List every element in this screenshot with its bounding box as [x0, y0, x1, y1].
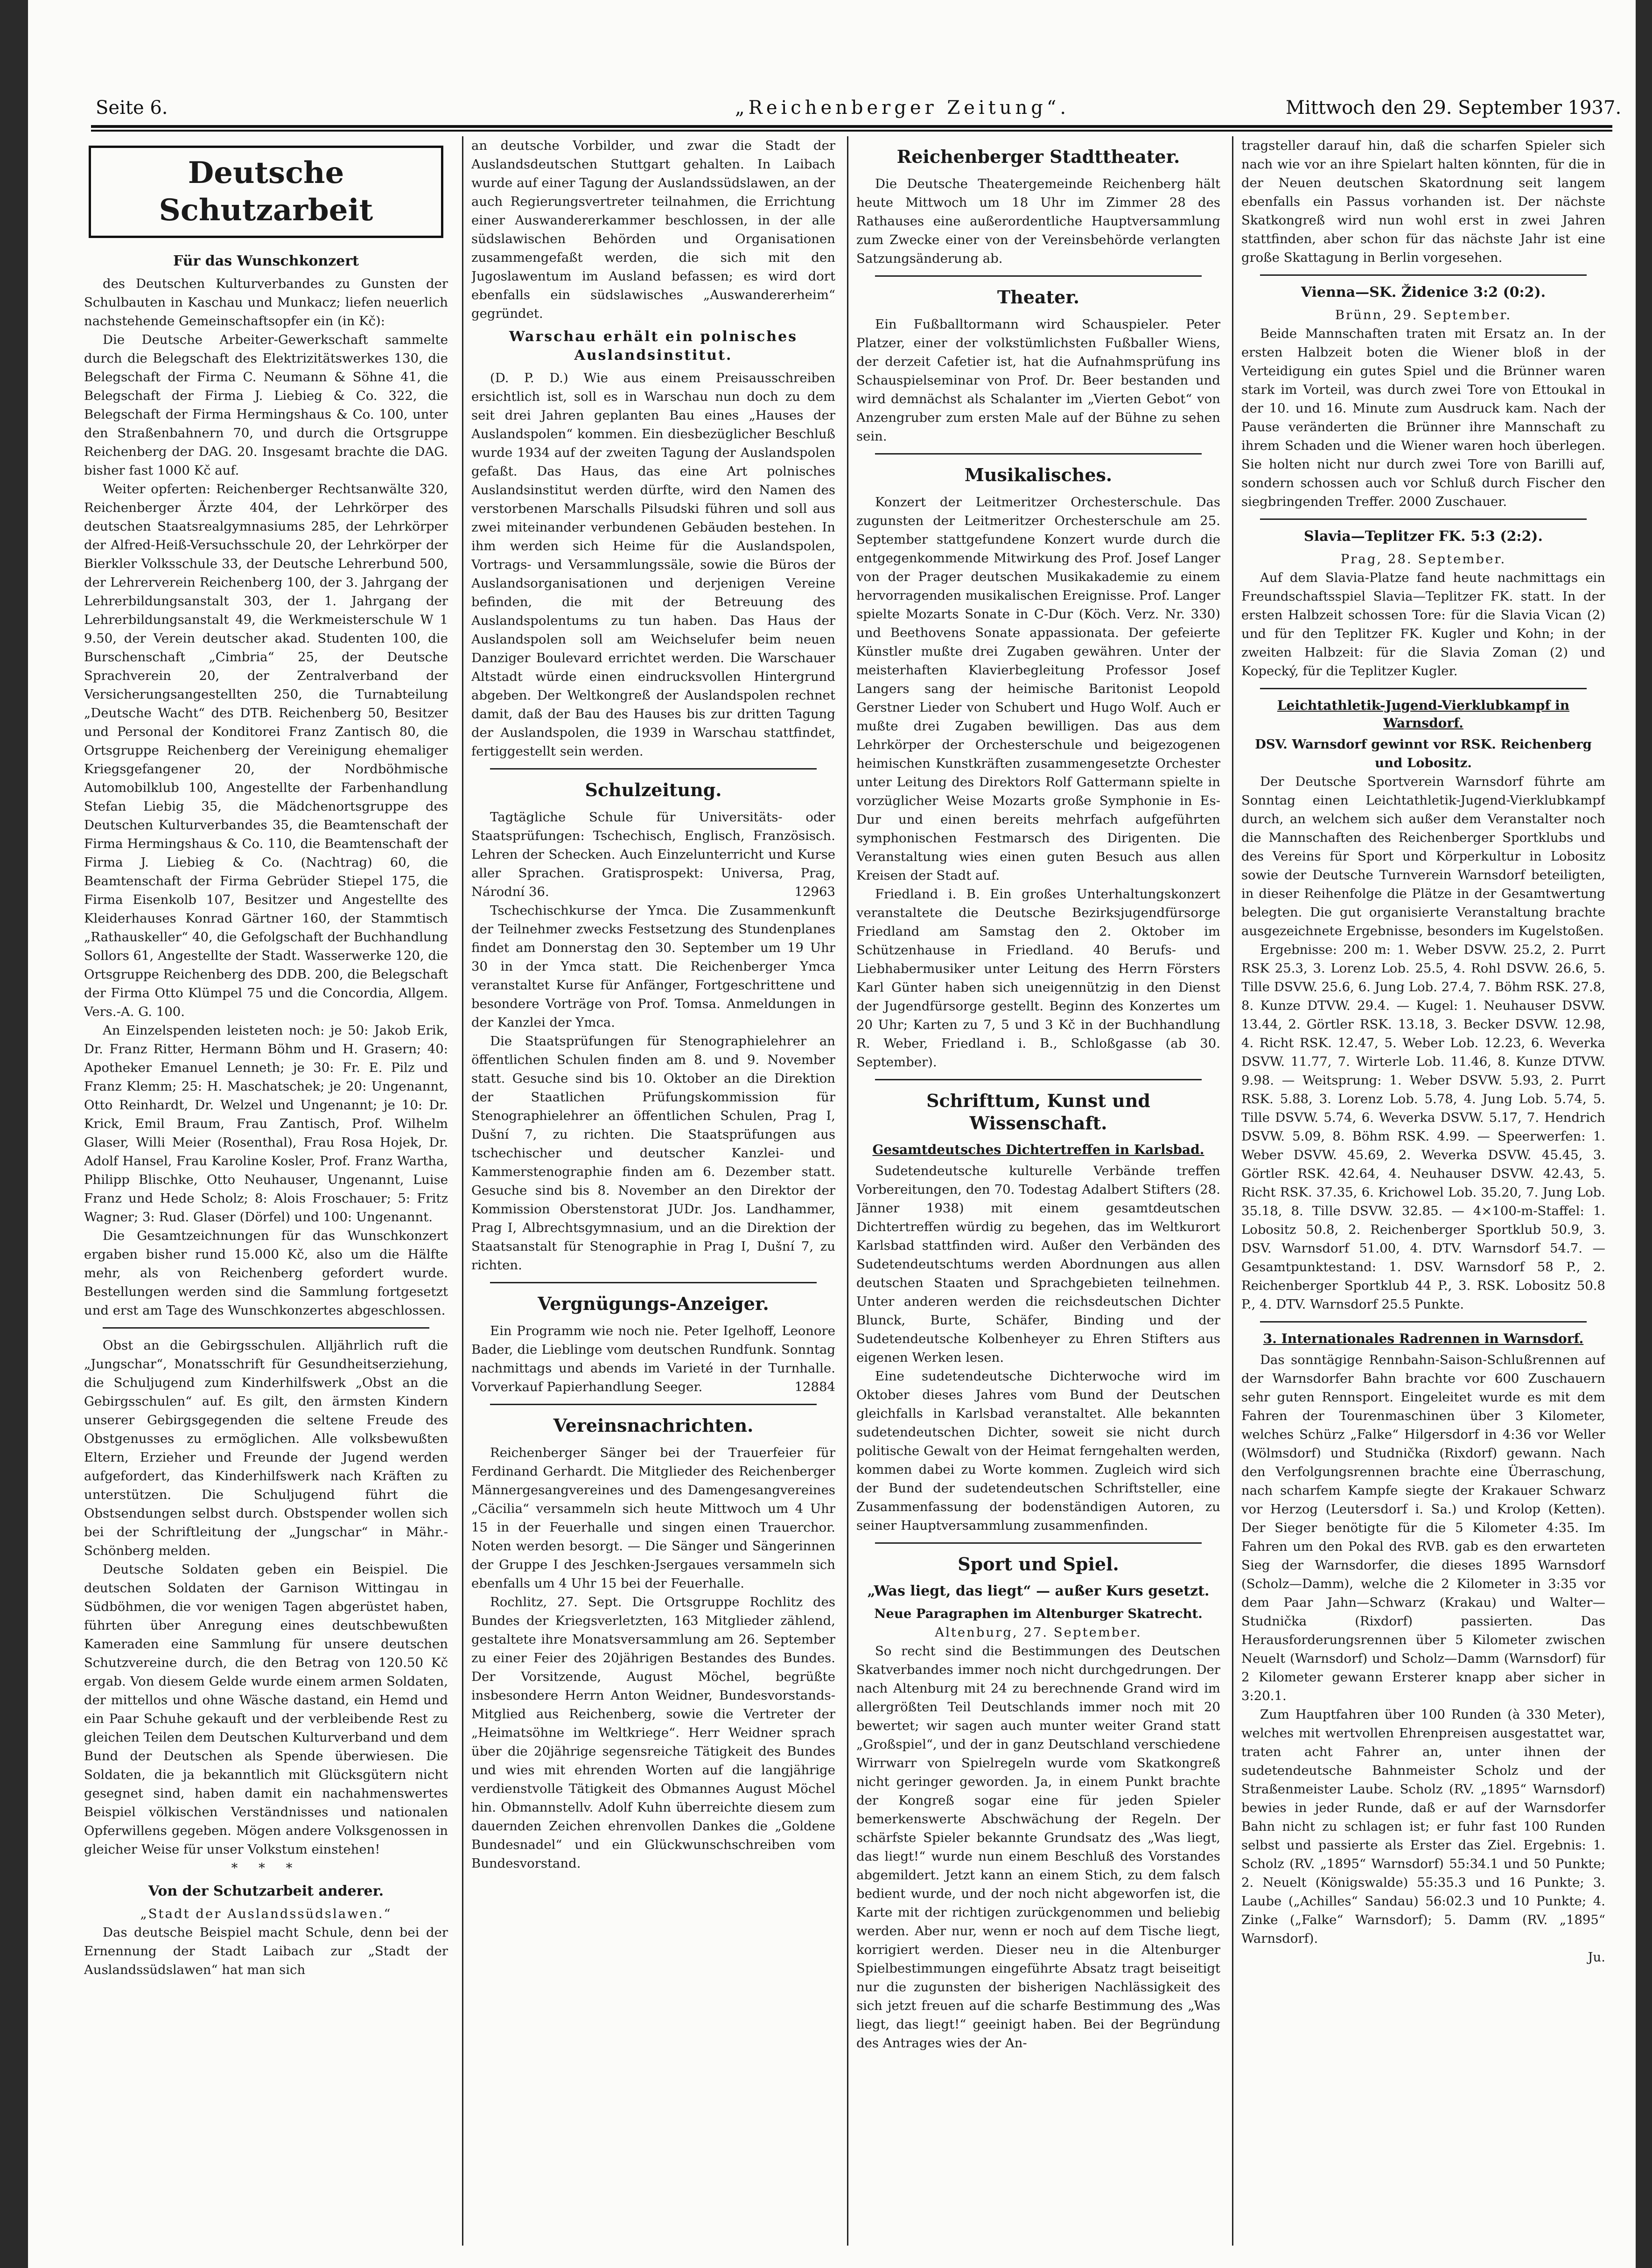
divider: [875, 1079, 1202, 1080]
divider: [1260, 688, 1587, 689]
paragraph: Das sonntägige Rennbahn-Saison-Schlußrennen auf der Warnsdorfer Bahn brachte vor 600 Zuschauern sehr guten Rennsport. Eingeleitet wurde es mit dem Fahren der Tourenmaschinen über 3 Kilometer, welches Schürz „Falke“ Hilgersdorf in 4:36 vor Weller (Wölmsdorf) und Studnička (Rixdorf) gewann. Nach den Verfolgungsrennen brachte eine Überraschung, nach scharfem Kampfe siegte der Krakauer Schwarz vor Herzog (Leutersdorf i. Sa.) und Krolop (Ketten). Der Sieger benötigte für die 5 Kilometer 4:35. Im Fahren um den Pokal des RVB. gab es den erwarteten Sieg der Warnsdorfer, die dieses 1895 Warnsdorf (Scholz—Damm), welche die 2 Kilometer in 3:35 vor dem Paar Jahn—Schwarz (Krakau) und Walter—Studnička (Rixdorf) passierten. Das Herausforderungsrennen über 5 Kilometer zwischen Neuelt (Warnsdorf) und Scholz—Damm (Warnsdorf) für 2 Kilometer gewann Ersterer knapp aber sicher in 3:20.1.: [1241, 1352, 1605, 1703]
paragraph: Die Deutsche Arbeiter-Gewerkschaft sammelte durch die Belegschaft des Elektrizitätswerkes 130, die Belegschaft der Firma C. Neumann & Söhne 41, die Belegschaft der Firma J. Liebieg & Co. 322, die Belegschaft der Firma Hermingshaus & Co. 100, unter den Straßenbahnern 70, und durch die Ortsgruppe Reichenberg der DAG. 20. Insgesamt brachte die DAG. bisher fast 1000 Kč auf.: [84, 332, 448, 478]
paragraph: Ein Fußballtormann wird Schauspieler. Peter Platzer, einer der volkstümlichsten Fußballer Wiens, der derzeit Cafetier ist, hat die Aufnahmsprüfung ins Schauspielseminar von Prof. Dr. Beer bestanden und wird demnächst als Schalanter im „Vierten Gebot“ von Anzengruber zum ersten Male auf der Bühne zu sehen sein.: [856, 317, 1220, 444]
ad-number: 12963: [794, 884, 835, 899]
paragraph: Tschechischkurse der Ymca. Die Zusammenkunft der Teilnehmer zwecks Festsetzung des Stundenplanes findet am Donnerstag den 30. September um 19 Uhr 30 in der Ymca statt. Die Reichenberger Ymca veranstaltet Kurse für Anfänger, Fortgeschrittene und besondere Vorträge von Prof. Tomsa. Anmeldungen in der Kanzlei der Ymca.: [471, 903, 835, 1030]
subheading-leichtathletik: DSV. Warnsdorf gewinnt vor RSK. Reichenberg und Lobositz.: [1255, 737, 1592, 770]
page-header: [91, 93, 1622, 121]
paragraph: Zum Hauptfahren über 100 Runden (à 330 Meter), welches mit wertvollen Ehrenpreisen ausgestattet war, traten acht Fahrer an, unter ihnen der sudetendeutsche Bahnmeister Scholz und der Straßenmeister Laube. Scholz (RV. „1895“ Warnsdorf) bewies in jeder Runde, daß er auf der Warnsdorfer Bahn nicht zu schlagen ist; er fuhr fast 100 Runden selbst und passierte als Erster das Ziel. Ergebnis: 1. Scholz (RV. „1895“ Warnsdorf) 55:34.1 und 50 Punkte; 2. Neuelt (Königswalde) 55:35.3 und 16 Punkte; 3. Laube („Achilles“ Sandau) 56:02.3 und 10 Punkte; 4. Zinke („Falke“ Warnsdorf); 5. Damm (RV. „1895“ Warnsdorf).: [1241, 1707, 1605, 1946]
paragraph: Reichenberger Sänger bei der Trauerfeier für Ferdinand Gerhardt. Die Mitglieder des Reichenberger Männergesangvereines und des Damengesangvereines „Cäcilia“ versammeln sich heute Mittwoch um 4 Uhr 15 in der Feuerhalle und singen einen Trauerchor. Noten werden besorgt. — Die Sänger und Sängerinnen der Gruppe I des Jeschken-Jsergaues versammeln sich ebenfalls um 4 Uhr 15 bei der Feuerhalle.: [471, 1445, 835, 1591]
paragraph: [471, 808, 835, 901]
divider: [875, 275, 1202, 277]
paragraph: (D. P. D.) Wie aus einem Preisausschreiben ersichtlich ist, soll es in Warschau nun doch zu dem seit drei Jahren geplanten Bau eines „Hauses der Auslandspolen“ kommen. Ein diesbezüglicher Beschluß wurde 1934 auf der zweiten Tagung der Auslandspolen gefaßt. Das Haus, das eine Art polnisches Auslandsinstitut werden dürfte, wird den Namen des verstorbenen Marschalls Pilsudski führen und soll aus zwei miteinander verbundenen Gebäuden bestehen. In ihm werden sich Heime für die Auslandspolen, Vortrags- und Versammlungssäle, sowie die Büros der Auslandsorganisationen und derjenigen Vereine befinden, die mit der Betreuung des Auslandspolentums zu tun haben. Das Haus der Auslandspolen soll am Weichselufer beim neuen Danziger Boulevard errichtet werden. Die Warschauer Altstadt würde einen eindrucksvollen Hintergrund abgeben. Der Weltkongreß der Auslandspolen rechnet damit, daß der Bau des Hauses bis zur dritten Tagung der Auslandspolen, die 1939 in Warschau stattfindet, fertiggestellt sein werden.: [471, 371, 835, 759]
subheading-dichtertreffen: Gesamtdeutsches Dichtertreffen in Karlsbad.: [872, 1142, 1204, 1157]
paragraph: An Einzelspenden leisteten noch: je 50: Jakob Erik, Dr. Franz Ritter, Hermann Böhm und H. Grasern; 40: Apotheker Emanuel Lenneth; je 30: Fr. E. Pilz und Franz Klemm; 25: H. Maschatschek; je 20: Ungenannt, Otto Reinhardt, Dr. Welzel und Ungenannt; je 10: Dr. Krick, Emil Braum, Frau Zantisch, Prof. Wilhelm Glaser, Willi Meier (Rosenthal), Frau Rosa Hojek, Dr. Adolf Hansel, Frau Karoline Kosler, Prof. Franz Wartha, Philipp Blischke, Otto Neuhauser, Ungenannt, Luise Franz und Hede Scholz; 8: Alois Froschauer; 5: Fritz Wagner; 3: Rud. Glaser (Dörfel) und 100: Ungenannt.: [84, 1023, 448, 1225]
heading-warschau: Warschau erhält ein polnisches Auslandsinstitut.: [509, 329, 798, 364]
paragraph: an deutsche Vorbilder, und zwar die Stadt der Auslandsdeutschen Stuttgart gehalten. In Laibach wurde auf einer Tagung der Auslandssüdslawen, an der auch Regierungsvertreter teilnahmen, die Errichtung einer Auswandererkammer beschlossen, in der alle südslawischen Behörden und Organisationen zusammengefaßt werden, die sich mit den Jugoslawentum im Ausland befassen; es wird dort ebenfalls ein südslawisches „Auswandererheim“ gegründet.: [471, 138, 835, 321]
column-2: [471, 136, 835, 2236]
divider: [490, 1282, 817, 1283]
paragraph: [471, 1322, 835, 1396]
divider: [103, 1327, 429, 1329]
subheading-paragraphen: Neue Paragraphen im Altenburger Skatrecht.: [874, 1606, 1203, 1621]
divider: [875, 453, 1202, 455]
heading-schrifttum: Schrifttum, Kunst und Wissenschaft.: [926, 1090, 1150, 1134]
column-rule-1: [462, 136, 463, 2246]
heading-vereinsnachrichten: Vereinsnachrichten.: [553, 1415, 754, 1436]
column-rule-2: [847, 136, 848, 2246]
heading-radrennen: 3. Internationales Radrennen in Warnsdorf.: [1263, 1331, 1584, 1346]
separator-stars: * * *: [231, 1861, 301, 1876]
divider: [1260, 518, 1587, 520]
paragraph: So recht sind die Bestimmungen des Deutschen Skatverbandes immer noch nicht durchgedrungen. Der nach Altenburg mit 24 zu berechnende Grand wird im allergrößten Teil Deutschlands immer noch mit 20 bewertet; wir sagen auch munter weiter Grand statt „Großspiel“, und der in ganz Deutschland verschiedene Wirrwarr von Spielregeln wurde vom Skatkongreß nicht geringer geworden. Ja, in einem Punkt brachte der Kongreß sogar eine für jeden Spieler bemerkenswerte Abschwächung der Regeln. Der schärfste Spieler bekannte Grundsatz des „Was liegt, das liegt!“ wurde nun einem Beschluß des Vorstandes abgemildert. Jetzt kann an einem Stich, zu dem falsch bedient wurde, und der noch nicht abgeworfen ist, die Karte mit der richtigen zurückgenommen und beliebig werden. Aber nur, wenn er noch auf dem Tische liegt, korrigiert werden. Dieser neu in die Altenburger Spielbestimmungen eingeführte Absatz tragt beiseitigt nur die zugunsten der bisherigen Nachlässigkeit des sich jetzt freuen auf die scharfe Bestimmung des „Was liegt, das liegt!“ geeinigt haben. Bei der Begründung des Antrages wies der An-: [856, 1644, 1220, 2051]
paragraph: Obst an die Gebirgsschulen. Alljährlich ruft die „Jungschar“, Monatsschrift für Gesundheitserziehung, die Schuljugend zum Kinderhilfswerk „Obst an die Gebirgsschulen“ auf. Es gilt, den ärmsten Kindern unserer Gebirgsgegenden die seltene Freude des Obstgenusses zu ermöglichen. Alle volksbewußten Eltern, Erzieher und Freunde der Jugend werden aufgefordert, das Kinderhilfswerk nach Kräften zu unterstützen. Die Schuljugend führt die Obstsendungen selbst durch. Obstspender wollen sich bei der Schriftleitung der „Jungschar“ in Mähr.-Schönberg melden.: [84, 1338, 448, 1558]
paragraph: Sudetendeutsche kulturelle Verbände treffen Vorbereitungen, den 70. Todestag Adalbert Stifters (28. Jänner 1938) mit einem gesamtdeutschen Dichtertreffen würdig zu begehen, das im Weltkurort Karlsbad stattfinden wird. Außer den Verbänden des Sudetendeutschtums werden Abordnungen aus allen deutschen Staaten und Sprachgebieten teilnehmen. Unter anderen werden die reichsdeutschen Dichter Blunck, Burte, Schäfer, Binding und der Sudetendeutsche Kolbenheyer zu Ehren Stifters aus eigenen Werken lesen.: [856, 1163, 1220, 1365]
paragraph: Konzert der Leitmeritzer Orchesterschule. Das zugunsten der Leitmeritzer Orchesterschule am 25. September stattgefundene Konzert wurde durch die entgegenkommende Mitwirkung des Prof. Josef Langer von der Prager deutschen Musikakademie zu einem hervorragenden musikalischen Ereignisse. Prof. Langer spielte Mozarts Sonate in C-Dur (Köch. Verz. Nr. 330) und Beethovens Sonate appassionata. Der gefeierte Künstler mußte drei Zugaben gewähren. Unter der meisterhaften Klavierbegleitung Professor Josef Langers sang der heimische Baritonist Leopold Gerstner Lieder von Schubert und Hugo Wolf. Auch er mußte drei Zugaben bewilligen. Das aus dem Lehrkörper der Orchesterschule und beigezogenen heimischen Kunstkräften zusammengesetzte Orchester unter Leitung des Direktors Rolf Gattermann spielte in vorzüglicher Weise Mozarts große Symphonie in Es-Dur und einen bereits mehrfach aufgeführten symphonischen Festmarsch des Dirigenten. Die Veranstaltung wies einen guten Besuch aus allen Kreisen der Stadt auf.: [856, 495, 1220, 883]
newspaper-title: „Reichenberger Zeitung“.: [735, 97, 1070, 119]
paragraph: Die Deutsche Theatergemeinde Reichenberg hält heute Mittwoch um 18 Uhr im Zimmer 28 des Rathauses eine außerordentliche Hauptversammlung zum Zwecke einer von der Vereinsbehörde verlangten Satzungsänderung ab.: [856, 176, 1220, 266]
heading-slavia-teplitz: Slavia—Teplitzer FK. 5:3 (2:2).: [1304, 528, 1543, 545]
heading-stadttheater: Reichenberger Stadttheater.: [896, 146, 1180, 167]
dateline: Brünn, 29. September.: [1335, 308, 1512, 322]
results-paragraph: Ergebnisse: 200 m: 1. Weber DSVW. 25.2, 2. Purrt RSK 25.3, 3. Lorenz Lob. 25.5, 4. Rohl DSVW. 26.6, 5. Tille DSVW. 25.6, 6. Jung Lob. 27.4, 7. Böhm RSK. 27.8, 8. Kunze DTVW. 29.4. — Kugel: 1. Neuhauser DSVW. 13.44, 2. Görtler RSK. 13.18, 3. Becker DSVW. 12.98, 4. Richt RSK. 12.47, 5. Weber Lob. 12.23, 6. Weverka DSVW. 11.77, 7. Wirterle Lob. 11.46, 8. Kunze DTVW. 9.98. — Weitsprung: 1. Weber DSVW. 5.93, 2. Purrt RSK. 5.88, 3. Lorenz Lob. 5.78, 4. Jung Lob. 5.74, 5. Tille DSVW. 5.74, 6. Weverka DSVW. 5.17, 7. Hendrich DSVW. 5.09, 8. Böhm RSK. 4.99. — Speerwerfen: 1. Weber DSVW. 45.69, 2. Weverka DSVW. 45.45, 3. Görtler RSK. 42.64, 4. Neuhauser DSVW. 42.43, 5. Richt RSK. 37.35, 6. Krichowel Lob. 35.20, 7. Jung Lob. 35.18, 8. Tille DSVW. 32.85. — 4×100-m-Staffel: 1. Lobositz 50.8, 2. Reichenberger Sportklub 50.9, 3. DSV. Warnsdorf 51.00, 4. DTV. Warnsdorf 54.7. — Gesamtpunktestand: 1. DSV. Warnsdorf 58 P., 2. Reichenberger Sportklub 44 P., 3. RSK. Lobositz 50.8 P., 4. DTV. Warnsdorf 25.5 Punkte.: [1241, 942, 1605, 1312]
paragraph: Auf dem Slavia-Platze fand heute nachmittags ein Freundschaftsspiel Slavia—Teplitzer FK. statt. In der ersten Halbzeit schossen Tore: für die Slavia Vican (2) und für den Teplitzer FK. Kugler und Kohn; in der zweiten Halbzeit: für die Slavia Zoman (2) und Kopecký, für die Teplitzer Kugler.: [1241, 570, 1605, 679]
scan-edge-right: [1636, 0, 1652, 2268]
paragraph: Friedland i. B. Ein großes Unterhaltungskonzert veranstaltete die Deutsche Bezirksjugendfürsorge Friedland am Samstag den 2. Oktober im Schützenhause in Friedland. 40 Berufs- und Liebhabermusiker unter Leitung des Herrn Försters Karl Günter haben sich uneigennützig in den Dienst der Jugendfürsorge gestellt. Beginn des Konzertes um 20 Uhr; Karten zu 7, 5 und 3 Kč in der Buchhandlung R. Weber, Friedland i. B., Schloßgasse (ab 30. September).: [856, 887, 1220, 1070]
divider: [490, 768, 817, 770]
heading-wunschkonzert: Für das Wunschkonzert: [173, 253, 359, 269]
column-rule-3: [1232, 136, 1233, 2246]
page-number: Seite 6.: [96, 97, 168, 119]
divider: [490, 1404, 817, 1405]
paragraph: des Deutschen Kulturverbandes zu Gunsten der Schulbauten in Kaschau und Munkacz; liefen neuerlich nachstehende Gemeinschaftsopfer ein (in Kč):: [84, 276, 448, 329]
paragraph: Eine sudetendeutsche Dichterwoche wird im Oktober dieses Jahres vom Bund der Deutschen gleichfalls in Karlsbad veranstaltet. Alle bekannten sudetendeutschen Dichter, soweit sie nicht durch politische Gewalt von der Heimat ferngehalten werden, kommen dabei zu Worte kommen. Zugleich wird sich der Bund der sudetendeutschen Schriftsteller, eine Zusammenfassung der bodenständigen Autoren, zu seiner Hauptversammlung zusammenfinden.: [856, 1369, 1220, 1533]
column-4: [1241, 136, 1605, 2236]
subheading: „Stadt der Auslandssüdslawen.“: [140, 1906, 392, 1921]
paragraph: Die Gesamtzeichnungen für das Wunschkonzert ergaben bisher rund 15.000 Kč, also um die Hälfte mehr, als von Reichenberg gefordert wurde. Bestellungen werden sind die Sammlung fortgesetzt und erst am Tage des Wunschkonzertes abgeschlossen.: [84, 1228, 448, 1318]
paragraph: tragsteller darauf hin, daß die scharfen Spieler sich nach wie vor an ihre Spielart halten könnten, für die in der Neuen deutschen Skatordnung seit langem ebenfalls ein Passus vorhanden ist. Der nächste Skatkongreß wird nun wohl erst in zwei Jahren stattfinden, aber schon für das nächste Jahr ist eine große Skattagung in Berlin vorgesehen.: [1241, 138, 1605, 265]
paragraph: Beide Mannschaften traten mit Ersatz an. In der ersten Halbzeit boten die Wiener bloß in der Verteidigung ein gutes Spiel und die Brünner waren stark im Vorteil, was durch zwei Tore von Ettoukal in der 10. und 16. Minute zum Ausdruck kam. Nach der Pause veränderten die Brünner ihre Mannschaft zu ihrem Schaden und die Wiener waren hoch überlegen. Sie holten nicht nur durch zwei Tore von Barilli auf, sondern schossen auch vor Schluß durch Fischer den siegbringenden Treffer. 2000 Zuschauer.: [1241, 326, 1605, 509]
ad-text: Ein Programm wie noch nie. Peter Igelhoff, Leonore Bader, die Lieblinge vom deutschen Rundfunk. Sonntag nachmittags und abends im Varieté in der Turnhalle. Vorverkauf Papierhandlung Seeger.: [471, 1323, 835, 1394]
ad-text: Tagtägliche Schule für Universitäts- oder Staatsprüfungen: Tschechisch, Englisch, Französisch. Lehren der Schecken. Auch Einzelunterricht und Kurse aller Sprachen. Gratisprospekt: Universa, Prag, Národní 36.: [471, 810, 835, 899]
heading-schulzeitung: Schulzeitung.: [585, 779, 722, 800]
heading-vergnuegungen: Vergnügungs-Anzeiger.: [538, 1293, 769, 1314]
heading-musikalisches: Musikalisches.: [964, 464, 1113, 485]
issue-date: Mittwoch den 29. September 1937.: [1286, 97, 1622, 119]
column-3: [856, 136, 1220, 2236]
ad-number: 12884: [794, 1379, 835, 1394]
subheading-skat: „Was liegt, das liegt“ — außer Kurs gesetzt.: [867, 1583, 1210, 1599]
header-rule: [91, 125, 1612, 132]
dateline: Altenburg, 27. September.: [935, 1625, 1142, 1640]
scan-edge-left: [0, 0, 28, 2268]
dateline: Prag, 28. September.: [1340, 552, 1506, 567]
signature: Ju.: [1588, 1950, 1605, 1965]
heading-theater: Theater.: [997, 287, 1080, 308]
heading-leichtathletik: Leichtathletik-Jugend-Vierklubkampf in Warnsdorf.: [1277, 698, 1570, 731]
divider: [1260, 274, 1587, 276]
heading-schutzarbeit: Von der Schutzarbeit anderer.: [148, 1883, 384, 1899]
paragraph: Weiter opferten: Reichenberger Rechtsanwälte 320, Reichenberger Ärzte 404, der Lehrkörper des deutschen Staatsrealgymnasiums 285, der Lehrkörper der Alfred-Heiß-Versuchsschule 20, der Lehrkörper der Bierkler Volksschule 33, der Deutsche Lehrerbund 500, der Lehrerverein Reichenberg 100, der 3. Jahrgang der Lehrerbildungsanstalt 303, der 1. Jahrgang der Lehrerbildungsanstalt 49, die Werkmeisterschule W 1 9.50, der Verein deutscher akad. Studenten 100, die Burschenschaft „Cimbria“ 25, der Deutsche Sprachverein 20, der Zentralverband der Versicherungsangestellten 250, die Turnabteilung „Deutsche Wacht“ des DTB. Reichenberg 50, Besitzer und Personal der Konditorei Franz Zantisch 80, die Ortsgruppe Reichenberg der Vereinigung ehemaliger Kriegsgefangener 20, der Nordböhmische Automobilklub 100, Angestellte der Farbenhandlung Stefan Liebig 35, die Mädchenortsgruppe des Deutschen Kulturverbandes 35, die Beamtenschaft der Firma Hermingshaus & Co. 110, die Beamtenschaft der Firma J. Liebieg & Co. (Nachtrag) 60, die Beamtenschaft der Firma Gebrüder Stiepel 175, die Firma Eisenkolb 107, Besitzer und Angestellte des Kleiderhauses Konrad Gärtner 160, der Stammtisch „Rathauskeller“ 40, die Gefolgschaft der Buchhandlung Sollors 61, Angestellte der Stadt. Wasserwerke 120, die Ortsgruppe Reichenberg des DDB. 200, die Belegschaft der Firma Otto Klümpel 75 und die Concordia, Allgem. Vers.-A. G. 100.: [84, 482, 448, 1019]
paragraph: Der Deutsche Sportverein Warnsdorf führte am Sonntag einen Leichtathletik-Jugend-Vierklubkampf durch, an welchem sich außer dem Veranstalter noch die Mannschaften des Reichenberger Sportklubs und des Vereins für Sport und Körperkultur in Lobositz sowie der Deutsche Turnverein Warnsdorf beteiligten, in dieser Reihenfolge die Plätze in der Gesamtwertung belegten. Die gut organisierte Veranstaltung brachte ausgezeichnete Ergebnisse, besonders im Kugelstoßen.: [1241, 774, 1605, 938]
paragraph: Rochlitz, 27. Sept. Die Ortsgruppe Rochlitz des Bundes der Kriegsverletzten, 163 Mitglieder zählend, gestaltete ihre Monatsversammlung am 26. September zu einer Feier des 20jährigen Bestandes des Bundes. Der Vorsitzende, August Möchel, begrüßte insbesondere Herrn Anton Weidner, Bundesvorstands-Mitglied aus Reichenberg, sowie die Vertreter der „Heimatsöhne im Weltkriege“. Herr Weidner sprach über die 20jährige segensreiche Tätigkeit des Bundes und wies mit ehrenden Worten auf die langjährige verdienstvolle Tätigkeit des Obmannes August Möchel hin. Obmannstellv. Adolf Kuhn überreichte diesem zum dauernden Zeichen ehrenvollen Dankes die „Goldene Bundesnadel“ und ein Glückwunschschreiben vom Bundesvorstand.: [471, 1595, 835, 1871]
heading-sport: Sport und Spiel.: [958, 1554, 1119, 1575]
section-title: Deutsche Schutzarbeit: [89, 146, 443, 238]
column-1: [84, 136, 448, 2236]
divider: [1260, 1321, 1587, 1323]
paragraph: Das deutsche Beispiel macht Schule, denn bei der Ernennung der Stadt Laibach zur „Stadt der Auslandssüdslawen“ hat man sich: [84, 1925, 448, 1977]
heading-vienna-zidenice: Vienna—SK. Židenice 3:2 (0:2).: [1301, 284, 1546, 301]
paragraph: Deutsche Soldaten geben ein Beispiel. Die deutschen Soldaten der Garnison Wittingau in Südböhmen, die vor wenigen Tagen abgerüstet haben, führten über Anregung eines deutschbewußten Kameraden eine Sammlung für unsere deutschen Schutzvereine durch, die den Betrag von 120.50 Kč ergab. Von diesem Gelde wurde einem armen Soldaten, der mittellos und ohne Wäsche dastand, ein Hemd und ein Paar Schuhe gekauft und der verbleibende Rest zu gleichen Teilen dem Deutschen Kulturverband und dem Bund der Deutschen als Spende überwiesen. Die Soldaten, die ja bekanntlich mit Glücksgütern nicht gesegnet sind, haben damit ein nachahmenswertes Beispiel völkischen Verständnisses und nationalen Opferwillens gegeben. Mögen andere Volksgenossen in gleicher Weise für unser Volkstum einstehen!: [84, 1562, 448, 1857]
divider: [875, 1542, 1202, 1544]
paragraph: Die Staatsprüfungen für Stenographielehrer an öffentlichen Schulen finden am 8. und 9. November statt. Gesuche sind bis 10. Oktober an die Direktion der Staatlichen Prüfungskommission für Stenographielehrer an öffentlichen Schulen, Prag I, Dušní 7, zu richten. Die Staatsprüfungen aus tschechischer und deutscher Kanzlei- und Kammerstenographie finden am 6. Dezember statt. Gesuche sind bis 8. November an den Direktor der Kommission Oberstenstorat JUDr. Jos. Landhammer, Prag I, Albrechtsgymnasium, und an die Direktion der Staatsanstalt für Stenographie in Prag I, Dušní 7, zu richten.: [471, 1034, 835, 1273]
